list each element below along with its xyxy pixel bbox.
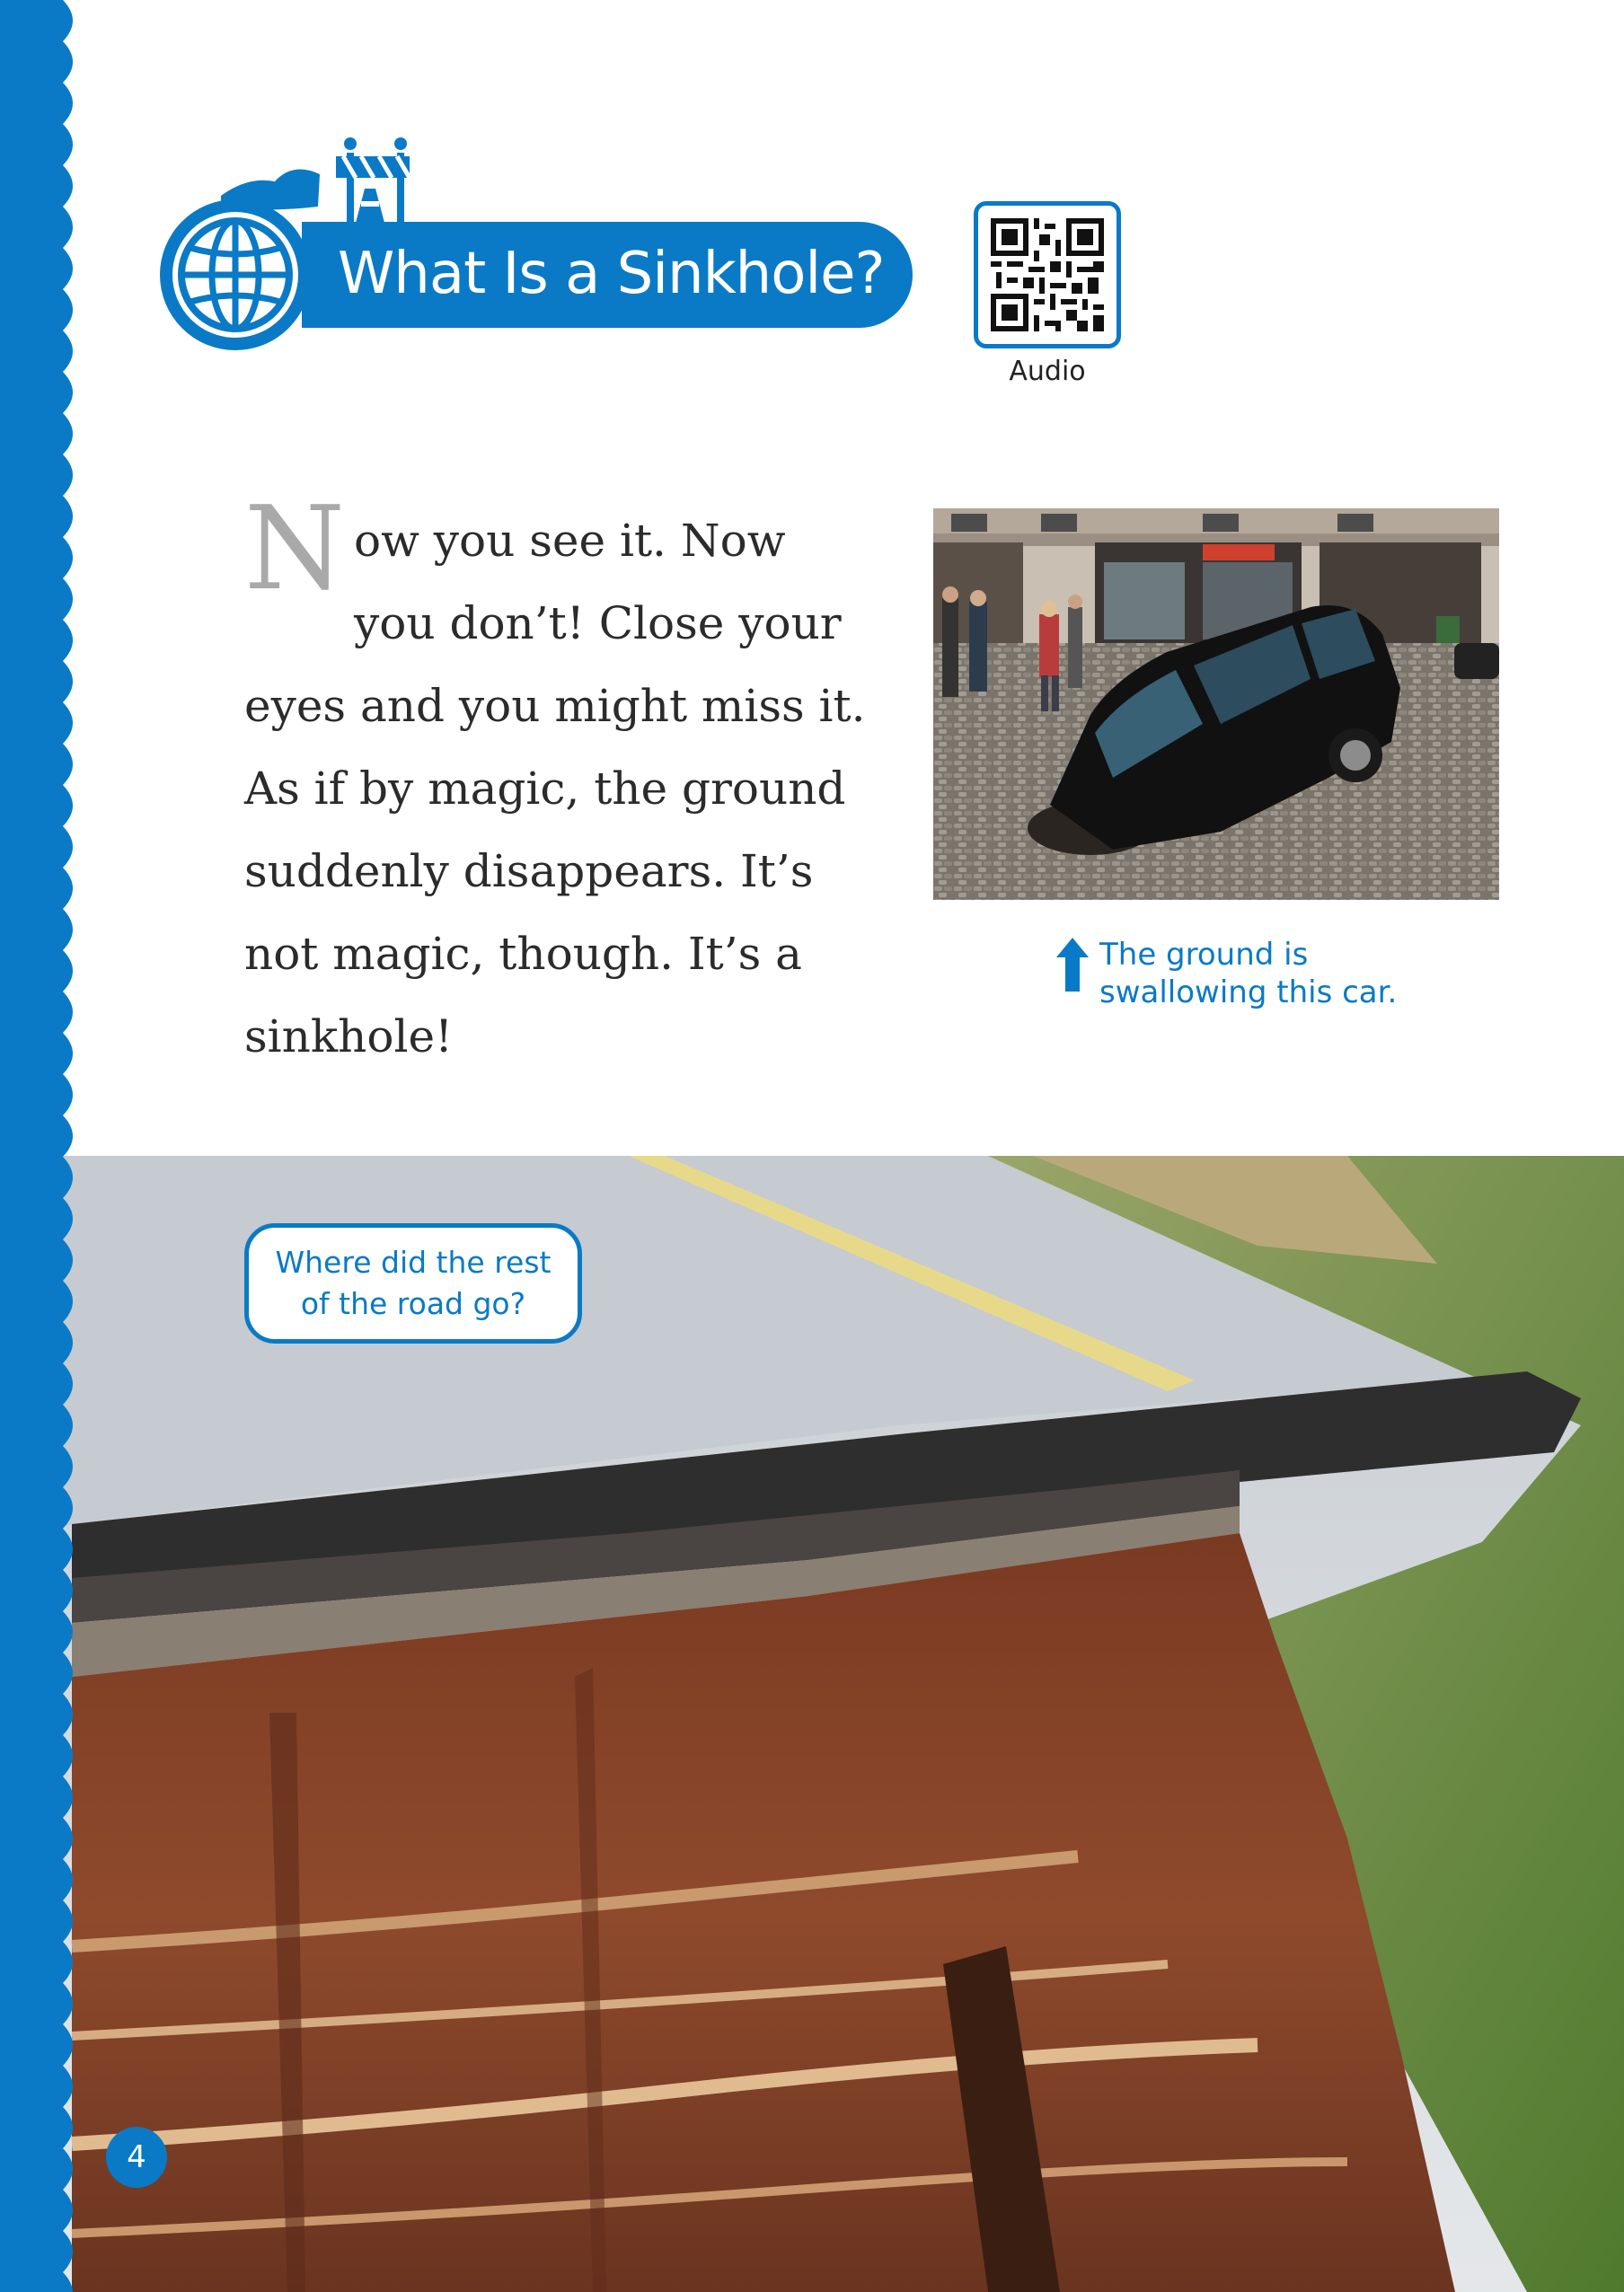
audio-label: Audio — [1009, 356, 1086, 387]
question-callout — [244, 1223, 582, 1344]
collapsed-road-photo — [0, 1156, 1624, 2292]
page-edge-strip — [0, 0, 90, 2292]
caption-line-2: swallowing this car. — [1099, 974, 1398, 1010]
car-sinkhole-photo — [933, 508, 1499, 900]
car-sinkhole-image — [933, 508, 1499, 900]
qr-code-icon — [991, 218, 1104, 331]
drop-cap: N — [244, 482, 345, 616]
paragraph-text: ow you see it. Now you don’t! Close your eyes and you might miss it. As if by magic, the ground suddenly disappears. It’s not magic, though. It’s a sinkhole! — [244, 515, 866, 1062]
intro-paragraph — [244, 482, 873, 1078]
page-title: What Is a Sinkhole? — [338, 241, 885, 307]
callout-line-2: of the road go? — [300, 1286, 526, 1321]
arrow-up-icon — [1056, 938, 1089, 992]
audio-qr-code[interactable] — [974, 201, 1121, 348]
section-header — [158, 126, 922, 341]
caption-line-1: The ground is — [1099, 937, 1309, 973]
callout-line-1: Where did the rest — [275, 1245, 552, 1280]
page-number: 4 — [106, 2127, 167, 2188]
globe-icon — [158, 198, 313, 352]
scalloped-edge-graphic — [0, 0, 90, 2292]
collapsed-road-image — [0, 1156, 1624, 2292]
